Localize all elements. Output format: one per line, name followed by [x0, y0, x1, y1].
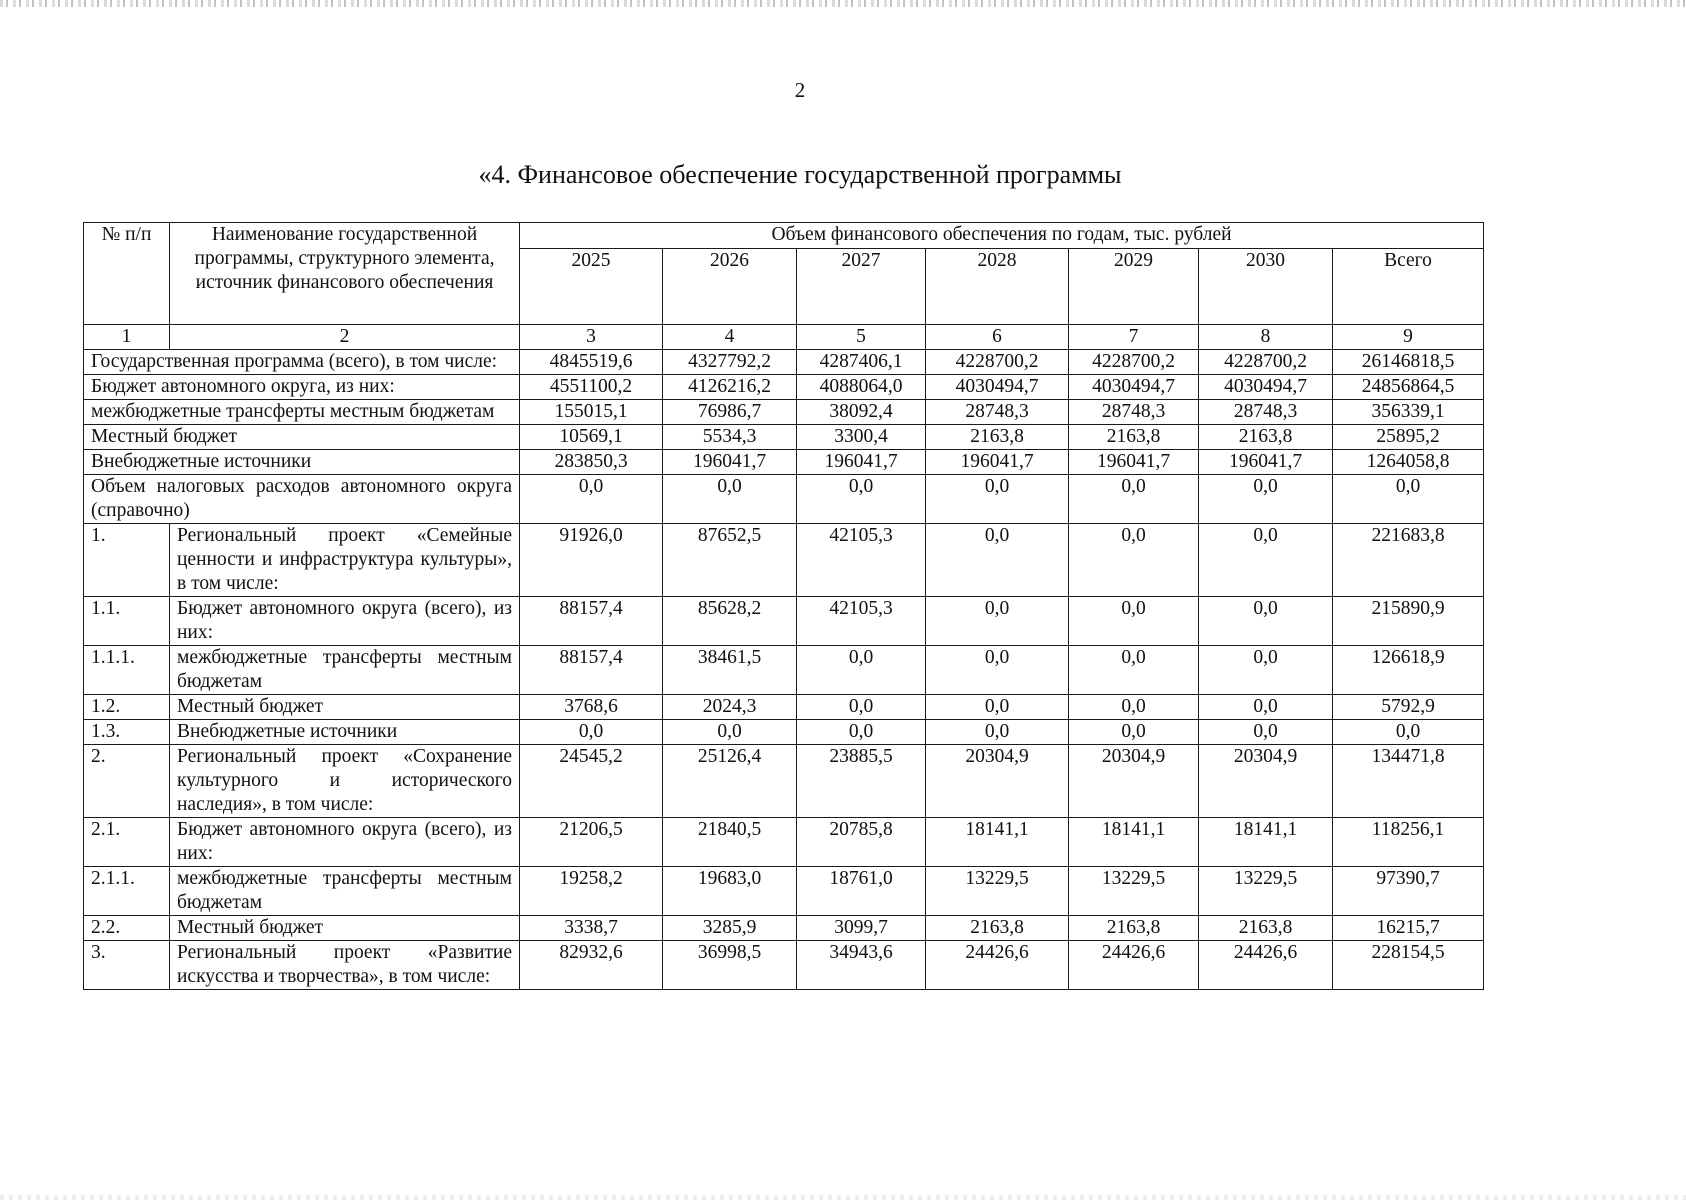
financing-table: [83, 222, 1484, 990]
row-value: 0,0: [1069, 695, 1199, 720]
col-number: 7: [1069, 325, 1199, 350]
col-number: 9: [1333, 325, 1484, 350]
row-value: 24426,6: [1069, 941, 1199, 990]
row-total: 356339,1: [1333, 400, 1484, 425]
row-value: 0,0: [926, 597, 1069, 646]
row-value: 0,0: [926, 524, 1069, 597]
row-value: 0,0: [1199, 597, 1333, 646]
summary-row: [84, 350, 1484, 375]
row-value: 0,0: [926, 695, 1069, 720]
row-name: Бюджет автономного округа (всего), из них:: [170, 597, 520, 646]
row-value: 24426,6: [1199, 941, 1333, 990]
col-number: 4: [663, 325, 797, 350]
row-name: Государственная программа (всего), в том числе:: [84, 350, 520, 375]
row-value: 18141,1: [1069, 818, 1199, 867]
row-name: межбюджетные трансферты местным бюджетам: [170, 646, 520, 695]
row-total: 134471,8: [1333, 745, 1484, 818]
row-value: 38092,4: [797, 400, 926, 425]
row-index: 1.1.1.: [84, 646, 170, 695]
row-value: 0,0: [1199, 475, 1333, 524]
table-row: [84, 916, 1484, 941]
row-total: 0,0: [1333, 720, 1484, 745]
row-name: Местный бюджет: [170, 916, 520, 941]
row-index: 1.2.: [84, 695, 170, 720]
row-name: Объем налоговых расходов автономного округа (справочно): [84, 475, 520, 524]
row-value: 21840,5: [663, 818, 797, 867]
row-value: 10569,1: [520, 425, 663, 450]
row-total: 16215,7: [1333, 916, 1484, 941]
table-row: [84, 695, 1484, 720]
summary-row: [84, 475, 1484, 524]
row-value: 4030494,7: [1069, 375, 1199, 400]
row-value: 36998,5: [663, 941, 797, 990]
row-value: 4088064,0: [797, 375, 926, 400]
col-number: 5: [797, 325, 926, 350]
document-title: «4. Финансовое обеспечение государственной программы: [478, 160, 1122, 189]
row-value: 38461,5: [663, 646, 797, 695]
row-index: 1.3.: [84, 720, 170, 745]
row-total: 97390,7: [1333, 867, 1484, 916]
row-value: 196041,7: [797, 450, 926, 475]
row-index: 2.2.: [84, 916, 170, 941]
row-value: 23885,5: [797, 745, 926, 818]
row-index: 2.: [84, 745, 170, 818]
row-value: 2163,8: [926, 425, 1069, 450]
row-value: 82932,6: [520, 941, 663, 990]
row-value: 0,0: [520, 475, 663, 524]
row-value: 0,0: [926, 646, 1069, 695]
table-row: [84, 941, 1484, 990]
row-value: 4287406,1: [797, 350, 926, 375]
row-value: 87652,5: [663, 524, 797, 597]
row-value: 196041,7: [663, 450, 797, 475]
summary-row: [84, 375, 1484, 400]
row-value: 18141,1: [926, 818, 1069, 867]
row-value: 0,0: [1199, 646, 1333, 695]
row-value: 42105,3: [797, 597, 926, 646]
row-value: 4228700,2: [926, 350, 1069, 375]
table-row: [84, 524, 1484, 597]
row-value: 4845519,6: [520, 350, 663, 375]
table-row: [84, 597, 1484, 646]
row-value: 24545,2: [520, 745, 663, 818]
row-name: Местный бюджет: [170, 695, 520, 720]
row-index: 3.: [84, 941, 170, 990]
row-value: 0,0: [1199, 695, 1333, 720]
row-total: 25895,2: [1333, 425, 1484, 450]
row-total: 228154,5: [1333, 941, 1484, 990]
row-name: Региональный проект «Развитие искусства и творчества», в том числе:: [170, 941, 520, 990]
row-value: 28748,3: [1069, 400, 1199, 425]
header-year: 2028: [926, 249, 1069, 325]
row-value: 19683,0: [663, 867, 797, 916]
row-value: 4551100,2: [520, 375, 663, 400]
row-value: 196041,7: [1199, 450, 1333, 475]
table-row: [84, 720, 1484, 745]
numbering-row: [84, 325, 1484, 350]
row-value: 0,0: [797, 695, 926, 720]
row-total: 24856864,5: [1333, 375, 1484, 400]
row-value: 0,0: [797, 720, 926, 745]
header-year: 2027: [797, 249, 926, 325]
row-value: 42105,3: [797, 524, 926, 597]
row-value: 196041,7: [1069, 450, 1199, 475]
row-value: 13229,5: [1199, 867, 1333, 916]
row-value: 0,0: [663, 720, 797, 745]
row-value: 34943,6: [797, 941, 926, 990]
row-total: 215890,9: [1333, 597, 1484, 646]
scan-top-edge: [0, 0, 1686, 7]
row-value: 13229,5: [926, 867, 1069, 916]
header-year: 2030: [1199, 249, 1333, 325]
scan-bottom-edge: [0, 1195, 1686, 1200]
row-value: 28748,3: [926, 400, 1069, 425]
row-value: 20304,9: [926, 745, 1069, 818]
header-year: 2025: [520, 249, 663, 325]
col-number: 6: [926, 325, 1069, 350]
row-value: 0,0: [1069, 646, 1199, 695]
row-index: 2.1.1.: [84, 867, 170, 916]
row-value: 0,0: [797, 646, 926, 695]
summary-row: [84, 400, 1484, 425]
row-value: 0,0: [1069, 597, 1199, 646]
row-index: 1.: [84, 524, 170, 597]
row-value: 2163,8: [1199, 916, 1333, 941]
col-number: 3: [520, 325, 663, 350]
row-value: 0,0: [520, 720, 663, 745]
row-value: 24426,6: [926, 941, 1069, 990]
row-value: 2163,8: [1069, 425, 1199, 450]
row-value: 2163,8: [926, 916, 1069, 941]
row-value: 76986,7: [663, 400, 797, 425]
row-name: Бюджет автономного округа, из них:: [84, 375, 520, 400]
row-value: 0,0: [1069, 720, 1199, 745]
header-no: № п/п: [84, 223, 170, 325]
row-name: Внебюджетные источники: [84, 450, 520, 475]
row-value: 13229,5: [1069, 867, 1199, 916]
row-value: 28748,3: [1199, 400, 1333, 425]
header-name: Наименование государственной программы, структурного элемента, источник финансового обеспечения: [170, 223, 520, 325]
row-total: 1264058,8: [1333, 450, 1484, 475]
row-value: 0,0: [1069, 475, 1199, 524]
row-value: 3285,9: [663, 916, 797, 941]
row-value: 4030494,7: [926, 375, 1069, 400]
summary-row: [84, 450, 1484, 475]
row-value: 0,0: [1199, 720, 1333, 745]
row-value: 4327792,2: [663, 350, 797, 375]
row-value: 5534,3: [663, 425, 797, 450]
header-row-top: [84, 223, 1484, 249]
row-name: Региональный проект «Семейные ценности и инфраструктура культуры», в том числе:: [170, 524, 520, 597]
row-value: 0,0: [1069, 524, 1199, 597]
row-value: 20304,9: [1069, 745, 1199, 818]
row-value: 19258,2: [520, 867, 663, 916]
row-value: 4228700,2: [1069, 350, 1199, 375]
row-value: 20785,8: [797, 818, 926, 867]
row-value: 4126216,2: [663, 375, 797, 400]
summary-row: [84, 425, 1484, 450]
row-value: 283850,3: [520, 450, 663, 475]
header-volume-group: Объем финансового обеспечения по годам, тыс. рублей: [520, 223, 1484, 249]
row-name: Бюджет автономного округа (всего), из них:: [170, 818, 520, 867]
row-total: 118256,1: [1333, 818, 1484, 867]
row-index: 1.1.: [84, 597, 170, 646]
row-value: 3338,7: [520, 916, 663, 941]
row-value: 196041,7: [926, 450, 1069, 475]
row-index: 2.1.: [84, 818, 170, 867]
row-name: межбюджетные трансферты местным бюджетам: [84, 400, 520, 425]
row-value: 25126,4: [663, 745, 797, 818]
row-total: 5792,9: [1333, 695, 1484, 720]
col-number: 1: [84, 325, 170, 350]
col-number: 8: [1199, 325, 1333, 350]
header-total: Всего: [1333, 249, 1484, 325]
row-total: 126618,9: [1333, 646, 1484, 695]
row-name: Местный бюджет: [84, 425, 520, 450]
row-value: 20304,9: [1199, 745, 1333, 818]
row-name: межбюджетные трансферты местным бюджетам: [170, 867, 520, 916]
row-value: 3768,6: [520, 695, 663, 720]
row-value: 21206,5: [520, 818, 663, 867]
row-value: 91926,0: [520, 524, 663, 597]
table-row: [84, 867, 1484, 916]
row-value: 3099,7: [797, 916, 926, 941]
row-value: 0,0: [926, 720, 1069, 745]
header-year: 2026: [663, 249, 797, 325]
row-value: 2163,8: [1199, 425, 1333, 450]
row-value: 0,0: [663, 475, 797, 524]
row-value: 18761,0: [797, 867, 926, 916]
col-number: 2: [170, 325, 520, 350]
row-value: 0,0: [926, 475, 1069, 524]
row-value: 18141,1: [1199, 818, 1333, 867]
row-value: 4030494,7: [1199, 375, 1333, 400]
row-value: 2024,3: [663, 695, 797, 720]
row-value: 88157,4: [520, 597, 663, 646]
row-value: 0,0: [797, 475, 926, 524]
table-row: [84, 646, 1484, 695]
table-row: [84, 745, 1484, 818]
table-row: [84, 818, 1484, 867]
row-total: 221683,8: [1333, 524, 1484, 597]
row-total: 26146818,5: [1333, 350, 1484, 375]
header-year: 2029: [1069, 249, 1199, 325]
row-value: 85628,2: [663, 597, 797, 646]
row-value: 2163,8: [1069, 916, 1199, 941]
page-number: 2: [794, 78, 806, 102]
row-value: 155015,1: [520, 400, 663, 425]
row-value: 3300,4: [797, 425, 926, 450]
row-total: 0,0: [1333, 475, 1484, 524]
row-value: 88157,4: [520, 646, 663, 695]
row-value: 4228700,2: [1199, 350, 1333, 375]
row-name: Региональный проект «Сохранение культурного и исторического наследия», в том числе:: [170, 745, 520, 818]
row-value: 0,0: [1199, 524, 1333, 597]
row-name: Внебюджетные источники: [170, 720, 520, 745]
